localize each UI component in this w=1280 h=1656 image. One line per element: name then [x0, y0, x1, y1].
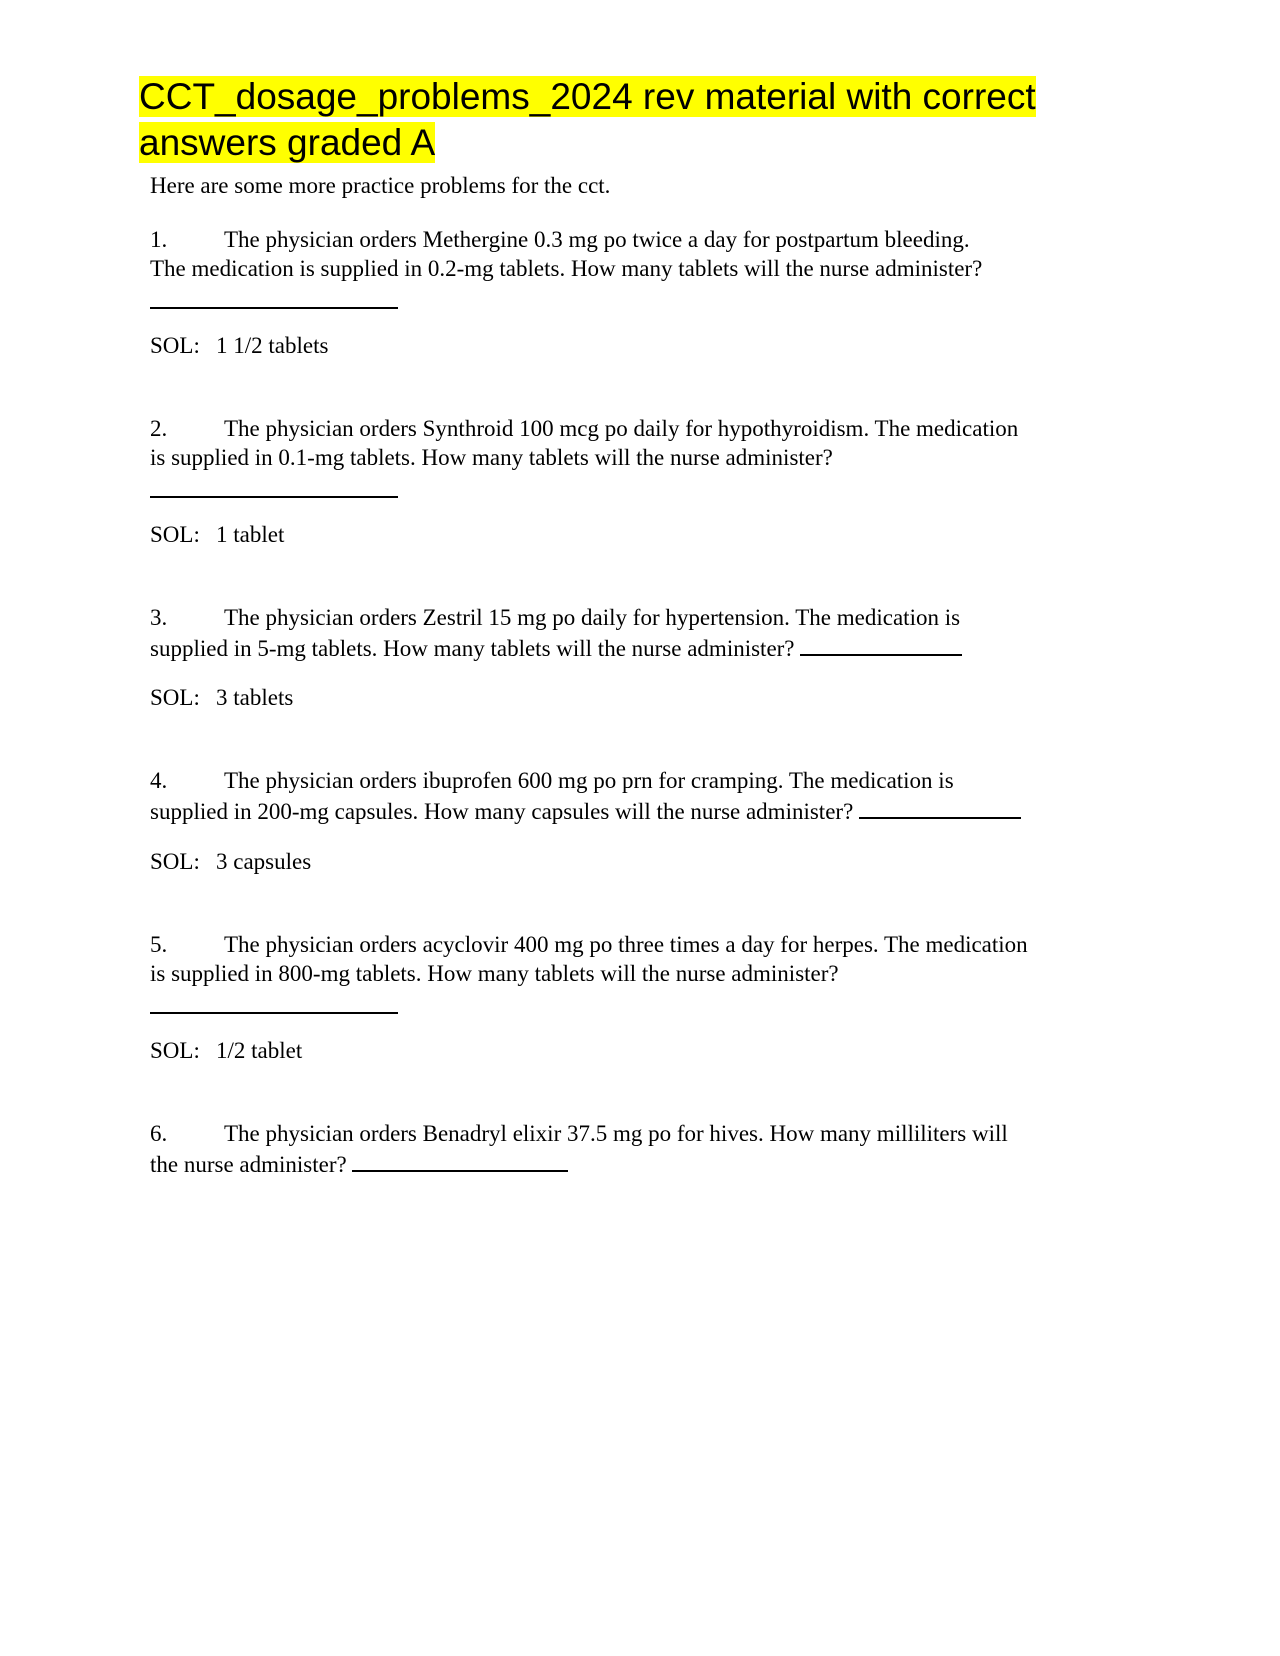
problem-number: 3.: [150, 605, 168, 630]
answer-blank-row: [150, 988, 1110, 1017]
problem-text: The physician orders Methergine 0.3 mg po twice a day for postpartum bleeding.: [224, 227, 970, 252]
answer-blank-row: [150, 472, 1110, 501]
intro-text: Here are some more practice problems for the cct.: [150, 173, 611, 198]
problem-5-line-2: is supplied in 800-mg tablets. How many tablets will the nurse administer?: [150, 961, 839, 986]
problem-6: [150, 1119, 1110, 1177]
problem-3: [150, 603, 1110, 661]
answer-blank: [150, 478, 398, 498]
problem-5-line-1: [150, 930, 1110, 959]
sol-label: SOL:: [150, 1038, 200, 1063]
problem-number: 2.: [150, 416, 168, 441]
problem-number: 5.: [150, 932, 168, 957]
solution-5: [150, 1036, 302, 1065]
answer-blank: [352, 1148, 568, 1172]
problem-number: 1.: [150, 227, 168, 252]
solution-value: 3 capsules: [216, 849, 312, 874]
document-body: [150, 171, 1110, 1177]
solution-4: [150, 847, 311, 876]
problem-6-line-1: [150, 1119, 1110, 1148]
problem-4-line-1: [150, 766, 1110, 795]
problem-number: 4.: [150, 768, 168, 793]
document-title: [139, 74, 1099, 166]
solution-value: 3 tablets: [216, 685, 294, 710]
problem-3-line-1: [150, 603, 1110, 632]
sol-label: SOL:: [150, 685, 200, 710]
problem-1-line-2: The medication is supplied in 0.2-mg tablets. How many tablets will the nurse administer?: [150, 256, 983, 281]
problem-text: supplied in 200-mg capsules. How many capsules will the nurse administer?: [150, 799, 854, 824]
solution-3: [150, 683, 293, 712]
problem-1: [150, 225, 1110, 312]
title-line-1: CCT_dosage_problems_2024 rev material with correct: [139, 76, 1036, 117]
sol-label: SOL:: [150, 849, 200, 874]
problem-3-line-2: [150, 632, 1110, 661]
solution-1: [150, 331, 328, 360]
problem-text: supplied in 5-mg tablets. How many tablets will the nurse administer?: [150, 636, 795, 661]
problem-text: The physician orders Zestril 15 mg po daily for hypertension. The medication is: [224, 605, 961, 630]
problem-2-line-2: is supplied in 0.1-mg tablets. How many tablets will the nurse administer?: [150, 445, 833, 470]
solution-value: 1/2 tablet: [216, 1038, 303, 1063]
answer-blank: [800, 632, 962, 656]
problem-text: The physician orders acyclovir 400 mg po three times a day for herpes. The medication: [224, 932, 1028, 957]
problem-2-line-1: [150, 414, 1110, 443]
answer-blank: [150, 994, 398, 1014]
problem-text: The physician orders ibuprofen 600 mg po prn for cramping. The medication is: [224, 768, 954, 793]
answer-blank: [150, 289, 398, 309]
problem-6-line-2: [150, 1148, 1110, 1177]
solution-value: 1 tablet: [216, 522, 285, 547]
sol-label: SOL:: [150, 522, 200, 547]
problem-1-line-1: [150, 225, 1110, 254]
problem-4-line-2: [150, 795, 1110, 824]
problem-4: [150, 766, 1110, 824]
problem-text: the nurse administer?: [150, 1152, 347, 1177]
solution-value: 1 1/2 tablets: [216, 333, 329, 358]
problem-text: The physician orders Benadryl elixir 37.5 mg po for hives. How many milliliters will: [224, 1121, 1008, 1146]
sol-label: SOL:: [150, 333, 200, 358]
problem-5: [150, 930, 1110, 1017]
problem-number: 6.: [150, 1121, 168, 1146]
problem-2: [150, 414, 1110, 501]
answer-blank: [859, 795, 1021, 819]
title-line-2: answers graded A: [139, 122, 436, 163]
problem-text: The physician orders Synthroid 100 mcg po daily for hypothyroidism. The medication: [224, 416, 1019, 441]
answer-blank-row: [150, 283, 1110, 312]
solution-2: [150, 520, 284, 549]
